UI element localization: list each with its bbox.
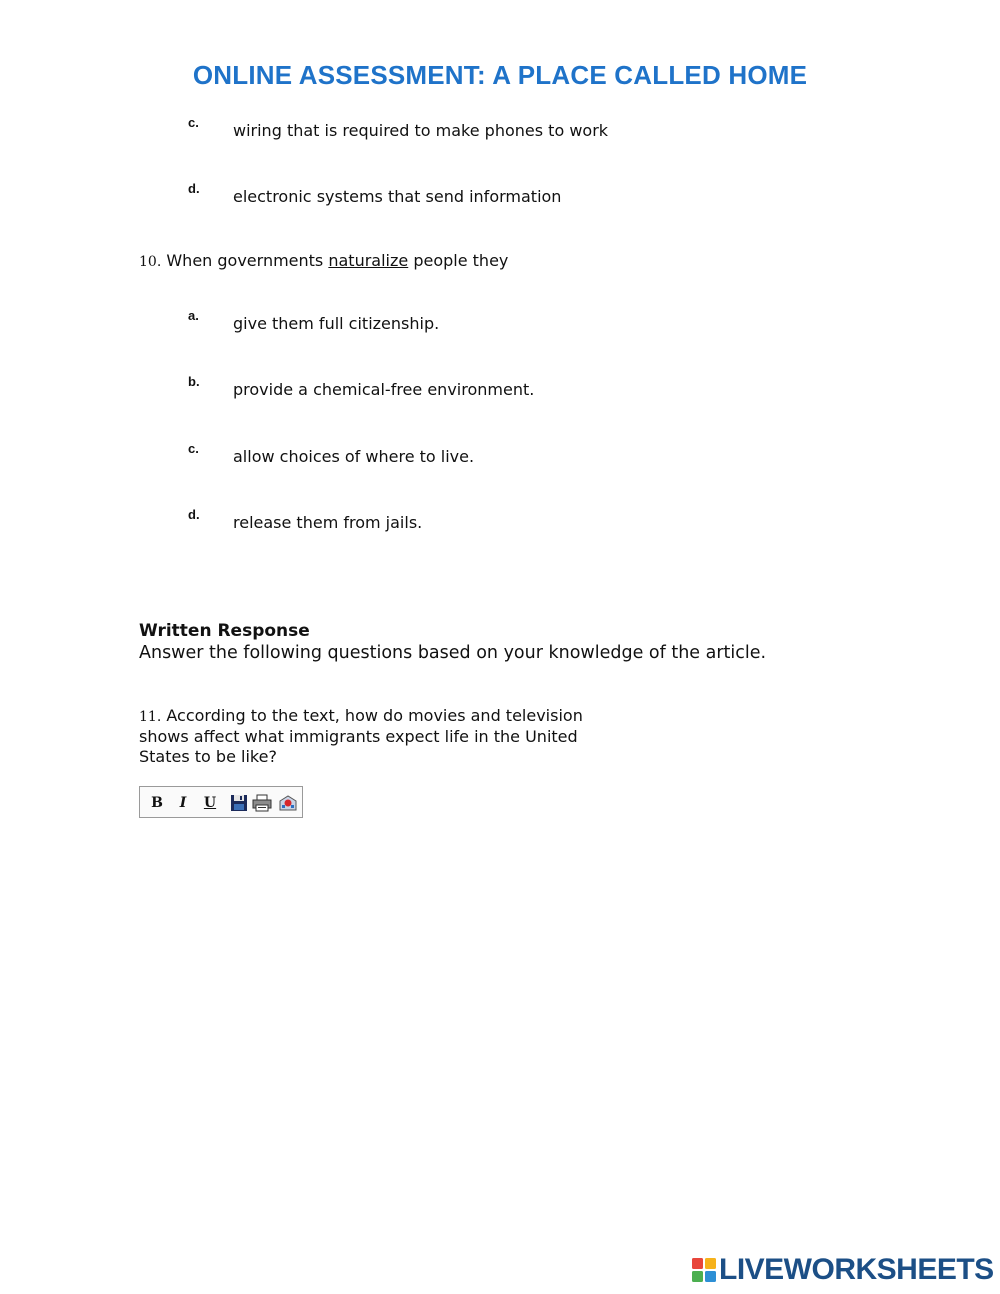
question-number: 11. (139, 709, 162, 725)
question-suffix: people they (413, 251, 509, 270)
option-text: provide a chemical-free environment. (233, 380, 535, 399)
option-letter: b. (188, 374, 200, 389)
option-text: electronic systems that send information (233, 187, 562, 206)
bold-button[interactable]: B (151, 795, 163, 811)
option-letter: c. (188, 441, 199, 456)
option-text: release them from jails. (233, 513, 423, 532)
vocabulary-term: naturalize (328, 251, 409, 270)
option-letter: c. (188, 115, 199, 130)
option-text: give them full citizenship. (233, 314, 440, 333)
question-number: 10. (139, 254, 162, 270)
section-instruction: Answer the following questions based on your knowledge of the article. (139, 643, 767, 663)
option-letter: a. (188, 308, 199, 323)
question-10 (139, 251, 508, 270)
page-title: ONLINE ASSESSMENT: A PLACE CALLED HOME (192, 60, 808, 90)
question-11 (139, 706, 609, 767)
question-text: According to the text, how do movies and television shows affect what immigrants expect life in the United States to be like? (139, 706, 583, 766)
option-text: allow choices of where to live. (233, 447, 475, 466)
question-prefix: When governments (166, 251, 324, 270)
underline-button[interactable]: U (203, 795, 217, 811)
liveworksheets-mark-icon (692, 1258, 716, 1282)
print-icon[interactable] (252, 793, 272, 813)
section-heading: Written Response (139, 621, 310, 641)
option-letter: d. (188, 181, 200, 196)
logo-text: LIVEWORKSHEETS (719, 1253, 994, 1286)
editor-toolbar (139, 786, 303, 818)
italic-button[interactable]: I (179, 795, 187, 811)
save-icon[interactable] (229, 793, 249, 813)
option-text: wiring that is required to make phones to work (233, 121, 609, 140)
spellcheck-icon[interactable] (278, 793, 298, 813)
option-letter: d. (188, 507, 200, 522)
